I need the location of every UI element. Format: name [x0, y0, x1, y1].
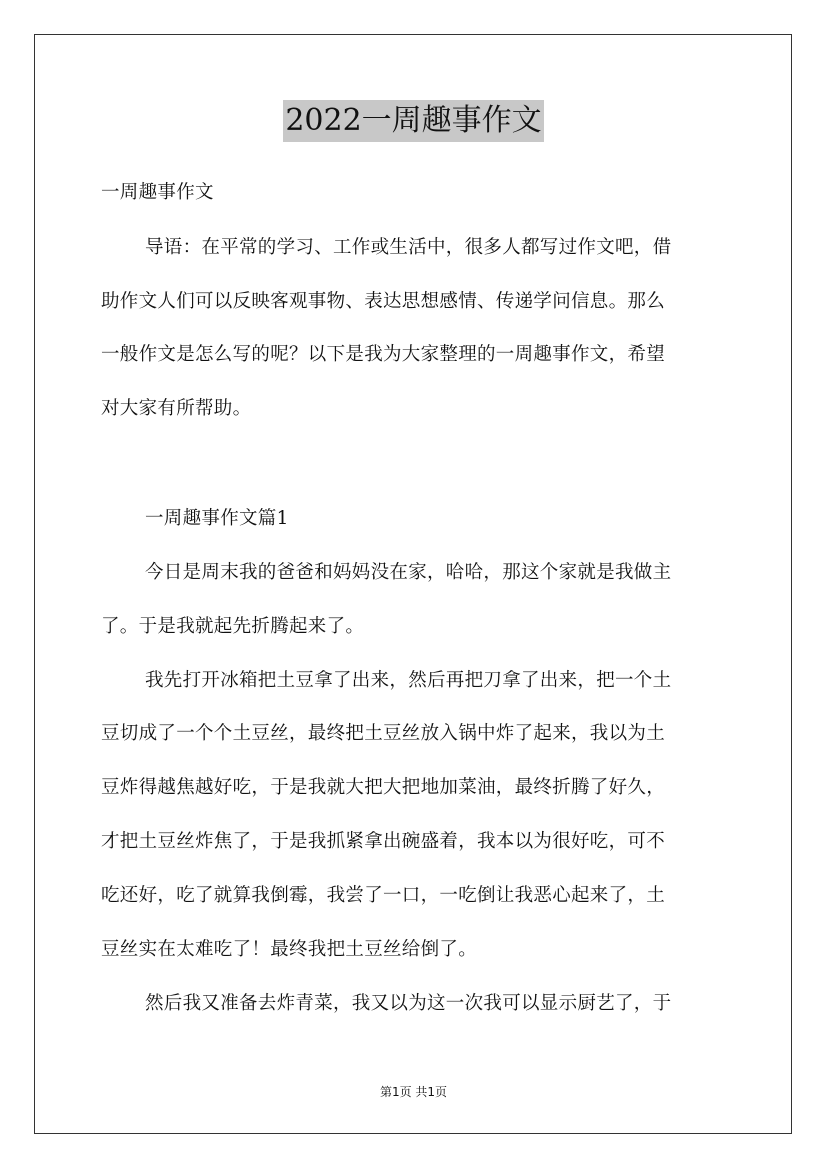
paragraph2-line-1: 我先打开冰箱把土豆拿了出来，然后再把刀拿了出来，把一个土 [145, 670, 672, 691]
intro-line-2: 助作文人们可以反映客观事物、表达思想感情、传递学问信息。那么 [101, 291, 666, 312]
document-subtitle: 一周趣事作文 [101, 182, 214, 203]
paragraph2-line-3: 豆炸得越焦越好吃，于是我就大把大把地加菜油，最终折腾了好久， [101, 777, 666, 798]
paragraph1-line-2: 了。于是我就起先折腾起来了。 [101, 616, 365, 637]
paragraph2-line-5: 吃还好，吃了就算我倒霉，我尝了一口，一吃倒让我恶心起来了，土 [101, 885, 666, 906]
paragraph2-line-6: 豆丝实在太难吃了！最终我把土豆丝给倒了。 [101, 939, 478, 960]
intro-line-3: 一般作文是怎么写的呢？以下是我为大家整理的一周趣事作文，希望 [101, 344, 666, 365]
title-container [0, 100, 827, 142]
paragraph2-line-2: 豆切成了一个个土豆丝，最终把土豆丝放入锅中炸了起来，我以为土 [101, 723, 666, 744]
section-heading: 一周趣事作文篇1 [145, 508, 289, 529]
intro-line-1: 导语：在平常的学习、工作或生活中，很多人都写过作文吧，借 [145, 237, 672, 258]
paragraph3-line-1: 然后我又准备去炸青菜，我又以为这一次我可以显示厨艺了，于 [145, 993, 672, 1014]
page-footer: 第1页 共1页 [379, 1085, 448, 1099]
paragraph2-line-4: 才把土豆丝炸焦了，于是我抓紧拿出碗盛着，我本以为很好吃，可不 [101, 831, 666, 852]
intro-line-4: 对大家有所帮助。 [101, 398, 252, 419]
paragraph1-line-1: 今日是周末我的爸爸和妈妈没在家，哈哈，那这个家就是我做主 [145, 562, 672, 583]
document-title: 2022一周趣事作文 [283, 100, 543, 142]
